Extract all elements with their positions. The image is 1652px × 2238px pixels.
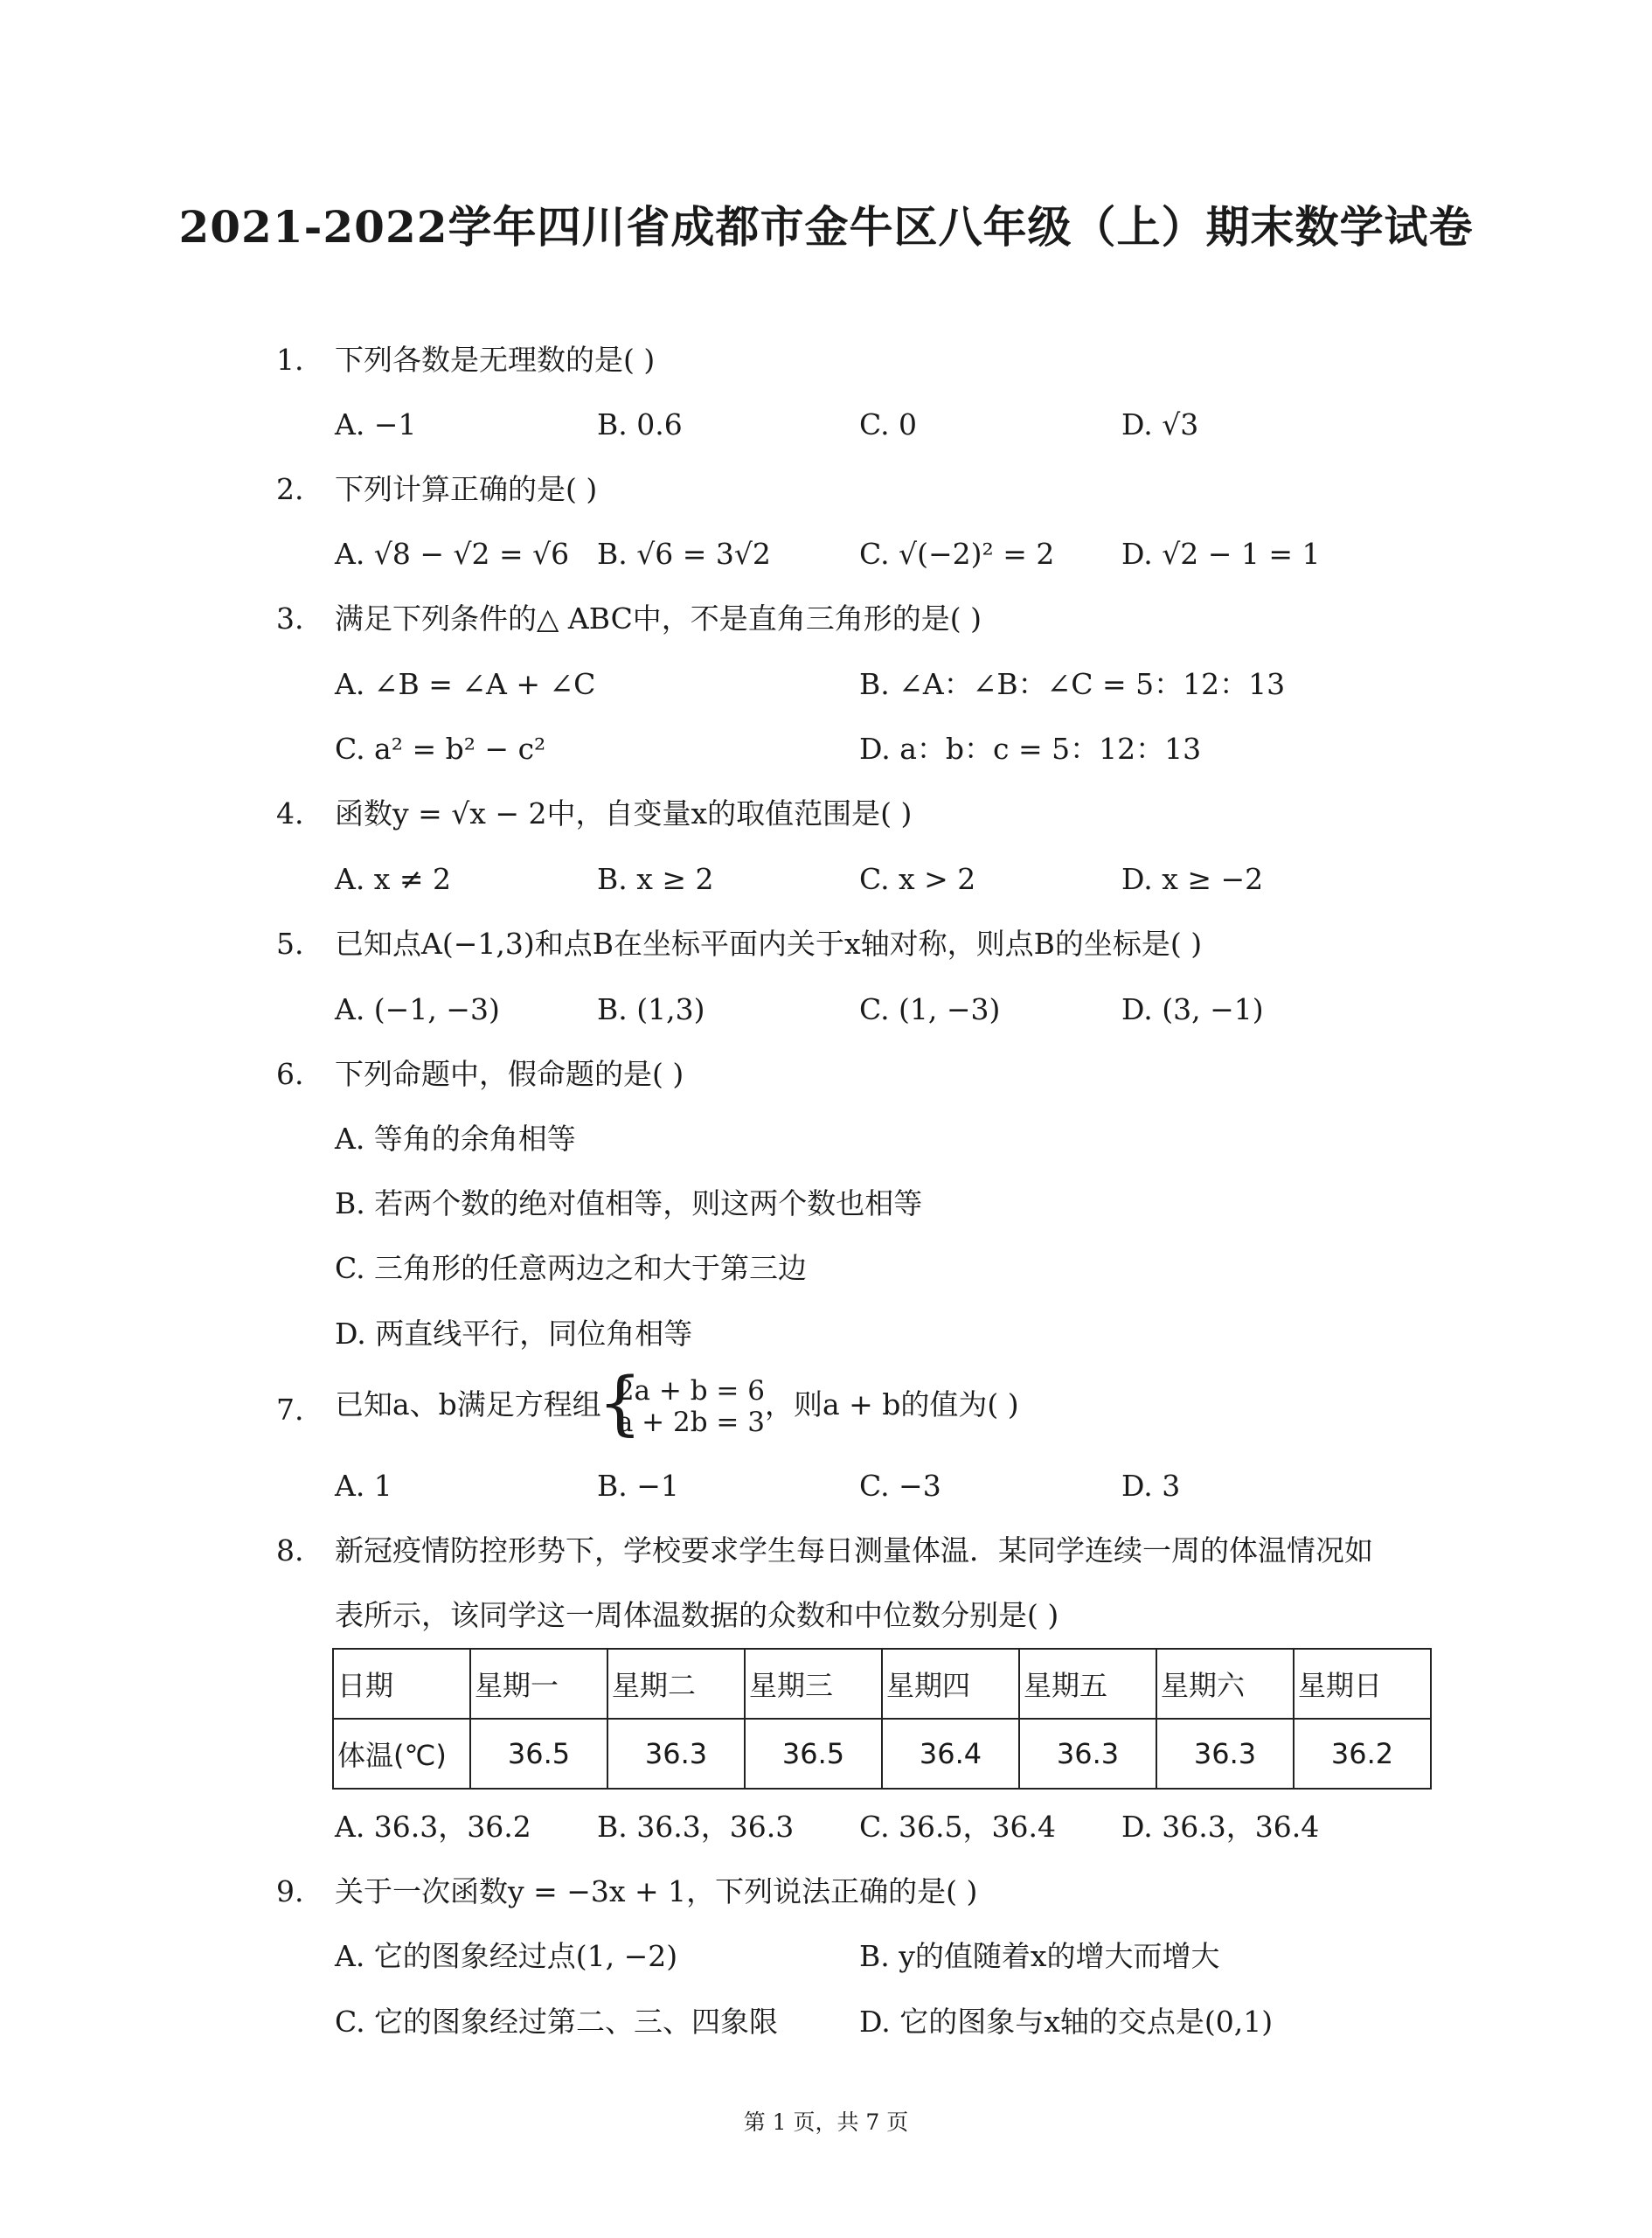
option-c: C. (1, −3) xyxy=(859,992,1001,1026)
table-header-cell: 星期一 xyxy=(470,1649,607,1719)
table-header-cell: 星期四 xyxy=(882,1649,1019,1719)
option-a: A. (−1, −3) xyxy=(335,992,500,1026)
table-cell: 36.2 xyxy=(1294,1719,1431,1789)
option-b: B. ∠A：∠B：∠C = 5：12：13 xyxy=(859,667,1286,701)
table-cell: 36.5 xyxy=(470,1719,607,1789)
option-c: C. x > 2 xyxy=(859,862,976,896)
option-a: A. x ≠ 2 xyxy=(335,862,452,896)
option-b: B. −1 xyxy=(597,1469,679,1503)
question-number: 9. xyxy=(276,1874,304,1908)
option-b: B. y的值随着x的增大而增大 xyxy=(859,1939,1220,1973)
option-d: D. 它的图象与x轴的交点是(0,1) xyxy=(859,2005,1274,2039)
option-d: D. (3, −1) xyxy=(1121,992,1264,1026)
question-text: 函数y = √x − 2中，自变量x的取值范围是( ) xyxy=(335,796,913,831)
question-text: 下列命题中，假命题的是( ) xyxy=(335,1057,684,1091)
question-number: 2. xyxy=(276,472,304,506)
table-cell: 体温(℃) xyxy=(333,1719,470,1789)
option-a: A. √8 − √2 = √6 xyxy=(335,537,570,571)
option-a: A. 36.3，36.2 xyxy=(335,1810,531,1844)
option-b: B. 0.6 xyxy=(597,407,683,441)
table-cell: 36.5 xyxy=(745,1719,882,1789)
option-d: D. √2 − 1 = 1 xyxy=(1121,537,1321,571)
table-cell: 36.3 xyxy=(1019,1719,1156,1789)
table-header-cell: 星期日 xyxy=(1294,1649,1431,1719)
option-b: B. √6 = 3√2 xyxy=(597,537,771,571)
option-c: C. a² = b² − c² xyxy=(335,732,546,766)
question-number: 3. xyxy=(276,601,304,636)
equation-system xyxy=(601,1375,765,1438)
table-cell: 36.3 xyxy=(1156,1719,1294,1789)
option-a: A. ∠B = ∠A + ∠C xyxy=(335,667,596,701)
page-footer: 第 1 页，共 7 页 xyxy=(743,2109,909,2135)
question-number: 8. xyxy=(276,1533,304,1567)
table-header-cell: 日期 xyxy=(333,1649,470,1719)
question-text: 已知点A(−1,3)和点B在坐标平面内关于x轴对称，则点B的坐标是( ) xyxy=(335,927,1203,961)
option-c: C. 三角形的任意两边之和大于第三边 xyxy=(335,1251,808,1285)
equation-1: { 2a + b = 6 xyxy=(616,1375,765,1407)
option-d: D. 两直线平行，同位角相等 xyxy=(335,1317,693,1351)
table-cell: 36.4 xyxy=(882,1719,1019,1789)
question-number: 1. xyxy=(276,343,304,377)
option-c: C. 0 xyxy=(859,407,918,441)
option-b: B. x ≥ 2 xyxy=(597,862,714,896)
table-row xyxy=(333,1719,1431,1789)
option-c: C. 它的图象经过第二、三、四象限 xyxy=(335,2005,779,2039)
question-text-line-1: 新冠疫情防控形势下，学校要求学生每日测量体温．某同学连续一周的体温情况如 xyxy=(335,1533,1373,1567)
question-number: 6. xyxy=(276,1057,304,1091)
option-a: A. 1 xyxy=(335,1469,392,1503)
option-b: B. 若两个数的绝对值相等，则这两个数也相等 xyxy=(335,1186,923,1220)
table-cell: 36.3 xyxy=(607,1719,745,1789)
question-text-pre: 已知a、b满足方程组 xyxy=(335,1387,601,1421)
option-b: B. 36.3，36.3 xyxy=(597,1810,795,1844)
table-header-cell: 星期三 xyxy=(745,1649,882,1719)
question-number: 4. xyxy=(276,796,304,831)
option-c: C. 36.5，36.4 xyxy=(859,1810,1057,1844)
option-d: D. 3 xyxy=(1121,1469,1181,1503)
table-row xyxy=(333,1649,1431,1719)
question-number: 5. xyxy=(276,927,304,961)
question-text: 下列计算正确的是( ) xyxy=(335,472,598,506)
question-text-post: ，则a + b的值为( ) xyxy=(764,1387,1019,1421)
option-c: C. −3 xyxy=(859,1469,941,1503)
question-text-line-2: 表所示，该同学这一周体温数据的众数和中位数分别是( ) xyxy=(335,1598,1059,1632)
temperature-table xyxy=(332,1648,1432,1790)
question-text: 下列各数是无理数的是( ) xyxy=(335,343,656,377)
question-text xyxy=(335,1375,1019,1438)
option-d: D. 36.3，36.4 xyxy=(1121,1810,1320,1844)
option-d: D. x ≥ −2 xyxy=(1121,862,1264,896)
table-header-cell: 星期二 xyxy=(607,1649,745,1719)
option-d: D. √3 xyxy=(1121,407,1199,441)
option-b: B. (1,3) xyxy=(597,992,705,1026)
option-d: D. a：b：c = 5：12：13 xyxy=(859,732,1202,766)
page-title: 2021-2022学年四川省成都市金牛区八年级（上）期末数学试卷 xyxy=(178,201,1474,253)
equation-2: a + 2b = 3 xyxy=(616,1407,765,1438)
question-text: 关于一次函数y = −3x + 1，下列说法正确的是( ) xyxy=(335,1874,978,1908)
question-number: 7. xyxy=(276,1393,304,1427)
option-a: A. −1 xyxy=(335,407,417,441)
option-a: A. 它的图象经过点(1, −2) xyxy=(335,1939,678,1973)
table-header-cell: 星期六 xyxy=(1156,1649,1294,1719)
option-c: C. √(−2)² = 2 xyxy=(859,537,1055,571)
table-header-cell: 星期五 xyxy=(1019,1649,1156,1719)
question-text: 满足下列条件的△ ABC中，不是直角三角形的是( ) xyxy=(335,601,982,636)
option-a: A. 等角的余角相等 xyxy=(335,1122,576,1156)
